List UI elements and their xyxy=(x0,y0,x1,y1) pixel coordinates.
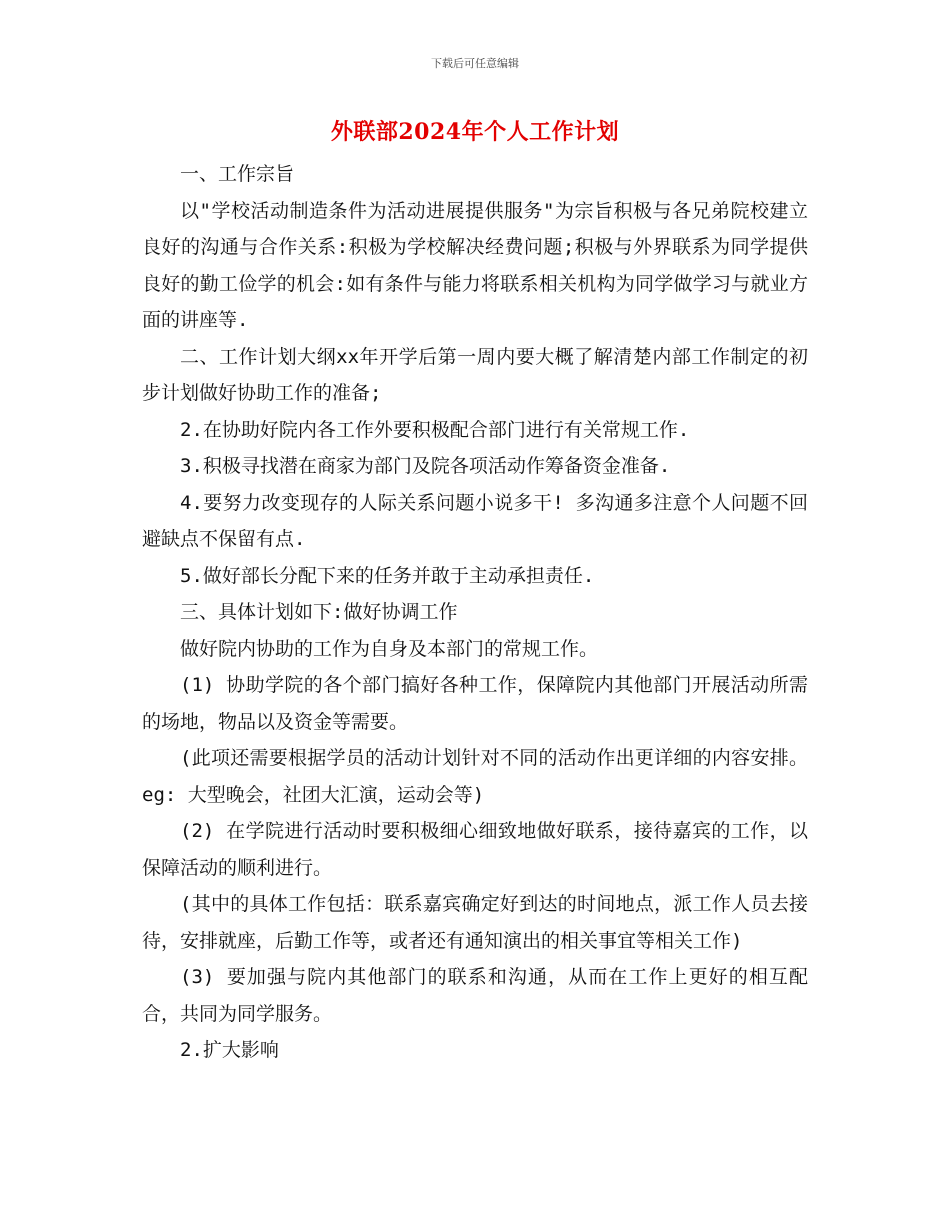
subitem-3: (3) 要加强与院内其他部门的联系和沟通，从而在工作上更好的相互配合，共同为同学服务。 xyxy=(142,966,808,1025)
document-title: 外联部2024年个人工作计划 xyxy=(330,119,620,145)
document-body xyxy=(142,156,808,1069)
paragraph-coordination: 做好院内协助的工作为自身及本部门的常规工作。 xyxy=(180,637,599,660)
subitem-1-note: (此项还需要根据学员的活动计划针对不同的活动作出更详细的内容安排。eg: 大型晚会，社团大汇演，运动会等) xyxy=(142,747,808,806)
section-heading-purpose: 一、工作宗旨 xyxy=(180,163,295,185)
subitem-2: (2) 在学院进行活动时要积极细心细致地做好联系，接待嘉宾的工作，以保障活动的顺利进行。 xyxy=(142,820,808,879)
list-item-5: 5.做好部长分配下来的任务并敢于主动承担责任. xyxy=(180,564,595,587)
section-heading-plan-outline: 二、工作计划大纲xx年开学后第一周内要大概了解清楚内部工作制定的初步计划做好协助工作的准备; xyxy=(142,345,808,404)
list-item-expand-influence: 2.扩大影响 xyxy=(180,1039,279,1061)
subitem-1: (1) 协助学院的各个部门搞好各种工作，保障院内其他部门开展活动所需的场地，物品以及资金等需要。 xyxy=(142,674,808,733)
section-heading-specific-plan: 三、具体计划如下:做好协调工作 xyxy=(180,601,458,623)
list-item-4: 4.要努力改变现存的人际关系问题小说多干! 多沟通多注意个人问题不回避缺点不保留有点. xyxy=(142,491,808,550)
list-item-3: 3.积极寻找潜在商家为部门及院各项活动作筹备资金准备. xyxy=(180,455,671,477)
list-item-2: 2.在协助好院内各工作外要积极配合部门进行有关常规工作. xyxy=(180,418,690,441)
header-note: 下载后可任意编辑 xyxy=(431,57,519,70)
paragraph-purpose: 以"学校活动制造条件为活动进展提供服务"为宗旨积极与各兄弟院校建立良好的沟通与合作关系:积极为学校解决经费问题;积极与外界联系为同学提供良好的勤工俭学的机会:如有条件与能力将联系相关机构为同学做学习与就业方面的讲座等. xyxy=(142,199,808,331)
subitem-2-note: (其中的具体工作包括：联系嘉宾确定好到达的时间地点，派工作人员去接待，安排就座，后勤工作等，或者还有通知演出的相关事宜等相关工作) xyxy=(142,893,808,952)
